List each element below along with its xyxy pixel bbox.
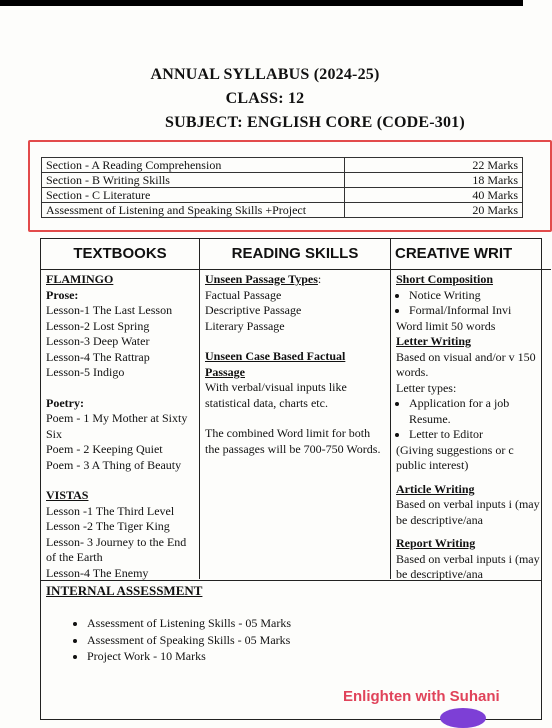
list-item: • Assessment of Listening Skills - 05 Marks [87, 615, 541, 632]
syllabus-grid [40, 238, 542, 720]
report-writing-label: Report Writing [396, 536, 476, 550]
list-item: • Formal/Informal Invi [409, 303, 546, 319]
section-cell: Section - C Literature [42, 188, 345, 203]
table-row [42, 203, 523, 218]
list-item: • Application for a job Resume. [409, 396, 546, 427]
marks-cell: 20 Marks [344, 203, 522, 218]
marks-cell: 40 Marks [344, 188, 522, 203]
class-heading: CLASS: 12 [225, 90, 305, 107]
top-edge-bar [0, 0, 523, 6]
table-row [42, 158, 523, 173]
list-item: Lesson -1 The Third Level [46, 503, 175, 518]
word-limit-text: The combined Word limit for both the passages will be 700-750 Words. [205, 426, 381, 456]
textbooks-column [41, 239, 200, 579]
article-writing-label: Article Writing [396, 481, 475, 496]
case-based-label: Unseen Case Based Factual Passage [205, 349, 346, 379]
subject-heading: SUBJECT: ENGLISH CORE (CODE-301) [165, 114, 465, 131]
list-item: Descriptive Passage [205, 303, 302, 317]
marks-cell: 22 Marks [344, 158, 522, 173]
internal-assessment-title: INTERNAL ASSESSMENT [46, 583, 203, 598]
list-item: Lesson-4 The Enemy [46, 565, 149, 580]
prose-label: Prose: [46, 287, 79, 302]
list-item: Lesson-2 Lost Spring [46, 318, 150, 333]
reading-skills-column [200, 239, 391, 579]
creative-writing-column [391, 239, 551, 579]
list-item: Factual Passage [205, 287, 282, 302]
list-item: Poem - 2 Keeping Quiet [46, 442, 163, 456]
list-item: • Notice Writing [409, 288, 546, 304]
section-cell: Section - B Writing Skills [42, 173, 345, 188]
report-text: Based on verbal inputs i (may be descriptive/ana [396, 551, 540, 581]
syllabus-title: ANNUAL SYLLABUS (2024-25) [150, 66, 380, 83]
creative-writing-heading: CREATIVE WRIT [391, 239, 551, 270]
marks-cell: 18 Marks [344, 173, 522, 188]
article-text: Based on verbal inputs i (may be descriptive/ana [396, 497, 540, 527]
internal-assessment-section [41, 580, 541, 665]
list-item: • Letter to Editor [409, 427, 546, 443]
section-cell: Section - A Reading Comprehension [42, 158, 345, 173]
table-row [42, 173, 523, 188]
letter-note-text: (Giving suggestions or c public interest) [396, 442, 514, 472]
letter-types-label: Letter types: [396, 380, 457, 395]
short-composition-label: Short Composition [396, 272, 494, 286]
list-item: Literary Passage [205, 318, 285, 333]
letter-text: Based on visual and/or v 150 words. [396, 349, 536, 379]
watermark-logo [440, 708, 486, 728]
list-item: Lesson-1 The Last Lesson [46, 303, 173, 317]
list-item: Lesson-4 The Rattrap [46, 349, 150, 364]
vistas-label: VISTAS [46, 488, 89, 502]
list-item: Poem - 3 A Thing of Beauty [46, 457, 182, 472]
list-item: Lesson -2 The Tiger King [46, 519, 170, 533]
list-item: Lesson- 3 Journey to the End of the Earth [46, 534, 187, 564]
watermark-text: Enlighten with Suhani [343, 688, 500, 705]
unseen-types-colon: : [317, 272, 322, 286]
marks-table [41, 157, 523, 218]
list-item: Poem - 1 My Mother at Sixty Six [46, 411, 188, 441]
reading-skills-heading: READING SKILLS [200, 239, 390, 270]
flamingo-label: FLAMINGO [46, 272, 114, 286]
list-item: • Project Work - 10 Marks [87, 648, 541, 665]
table-row [42, 188, 523, 203]
textbooks-heading: TEXTBOOKS [41, 239, 199, 270]
list-item: Lesson-5 Indigo [46, 365, 125, 379]
section-cell: Assessment of Listening and Speaking Skills +Project [42, 203, 345, 218]
list-item: • Assessment of Speaking Skills - 05 Marks [87, 632, 541, 649]
case-based-text: With verbal/visual inputs like statistical data, charts etc. [205, 380, 347, 410]
short-limit-text: Word limit 50 words [396, 318, 496, 333]
poetry-label: Poetry: [46, 395, 84, 410]
letter-writing-label: Letter Writing [396, 334, 471, 348]
list-item: Lesson-3 Deep Water [46, 334, 150, 348]
unseen-types-label: Unseen Passage Types [205, 272, 318, 286]
